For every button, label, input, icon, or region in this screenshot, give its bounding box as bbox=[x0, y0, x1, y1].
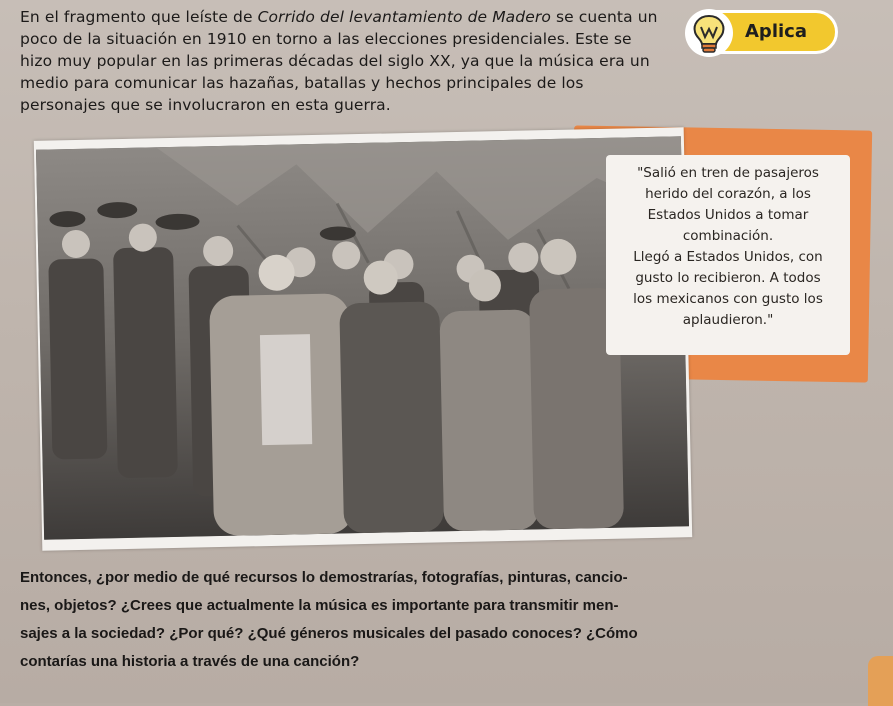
group-portrait-illustration bbox=[36, 136, 689, 539]
historical-photograph bbox=[36, 136, 689, 539]
intro-text-end: se cuenta un poco de la situación en 1910 en torno a las elecciones presidenciales. Este se hizo muy popular en las primeras décadas del siglo XX, ya que la música era un medio para comunicar las hazañas, batallas y hechos principales de los personajes que se involucraron en esta guerra. bbox=[20, 8, 658, 114]
quote-line: gusto lo recibieron. A todos bbox=[635, 270, 821, 286]
question-line: Entonces, ¿por medio de qué recursos lo demostrarías, fotografías, pinturas, cancio- bbox=[20, 569, 628, 586]
quote-line: "Salió en tren de pasajeros bbox=[637, 165, 819, 181]
aplica-label: Aplica bbox=[745, 21, 807, 42]
intro-text-start: En el fragmento que leíste de bbox=[20, 8, 258, 26]
corrido-quote bbox=[606, 163, 850, 331]
aplica-badge bbox=[690, 10, 838, 54]
quote-line: Llegó a Estados Unidos, con bbox=[633, 249, 823, 265]
question-line: sajes a la sociedad? ¿Por qué? ¿Qué géneros musicales del pasado conoces? ¿Cómo bbox=[20, 625, 638, 642]
corrido-quote-box bbox=[606, 155, 850, 355]
question-line: contarías una historia a través de una canción? bbox=[20, 653, 360, 670]
question-paragraph bbox=[20, 564, 720, 676]
quote-line: herido del corazón, a los bbox=[645, 186, 811, 202]
question-line: nes, objetos? ¿Crees que actualmente la música es importante para transmitir men- bbox=[20, 597, 619, 614]
lightbulb-icon bbox=[683, 7, 735, 59]
song-title: Corrido del levantamiento de Madero bbox=[257, 8, 551, 26]
quote-line: Estados Unidos a tomar bbox=[647, 207, 809, 223]
quote-line: combinación. bbox=[682, 228, 774, 244]
intro-paragraph bbox=[20, 6, 660, 116]
page-corner-accent bbox=[868, 656, 893, 706]
quote-line: aplaudieron." bbox=[682, 312, 774, 328]
quote-line: los mexicanos con gusto los bbox=[633, 291, 823, 307]
